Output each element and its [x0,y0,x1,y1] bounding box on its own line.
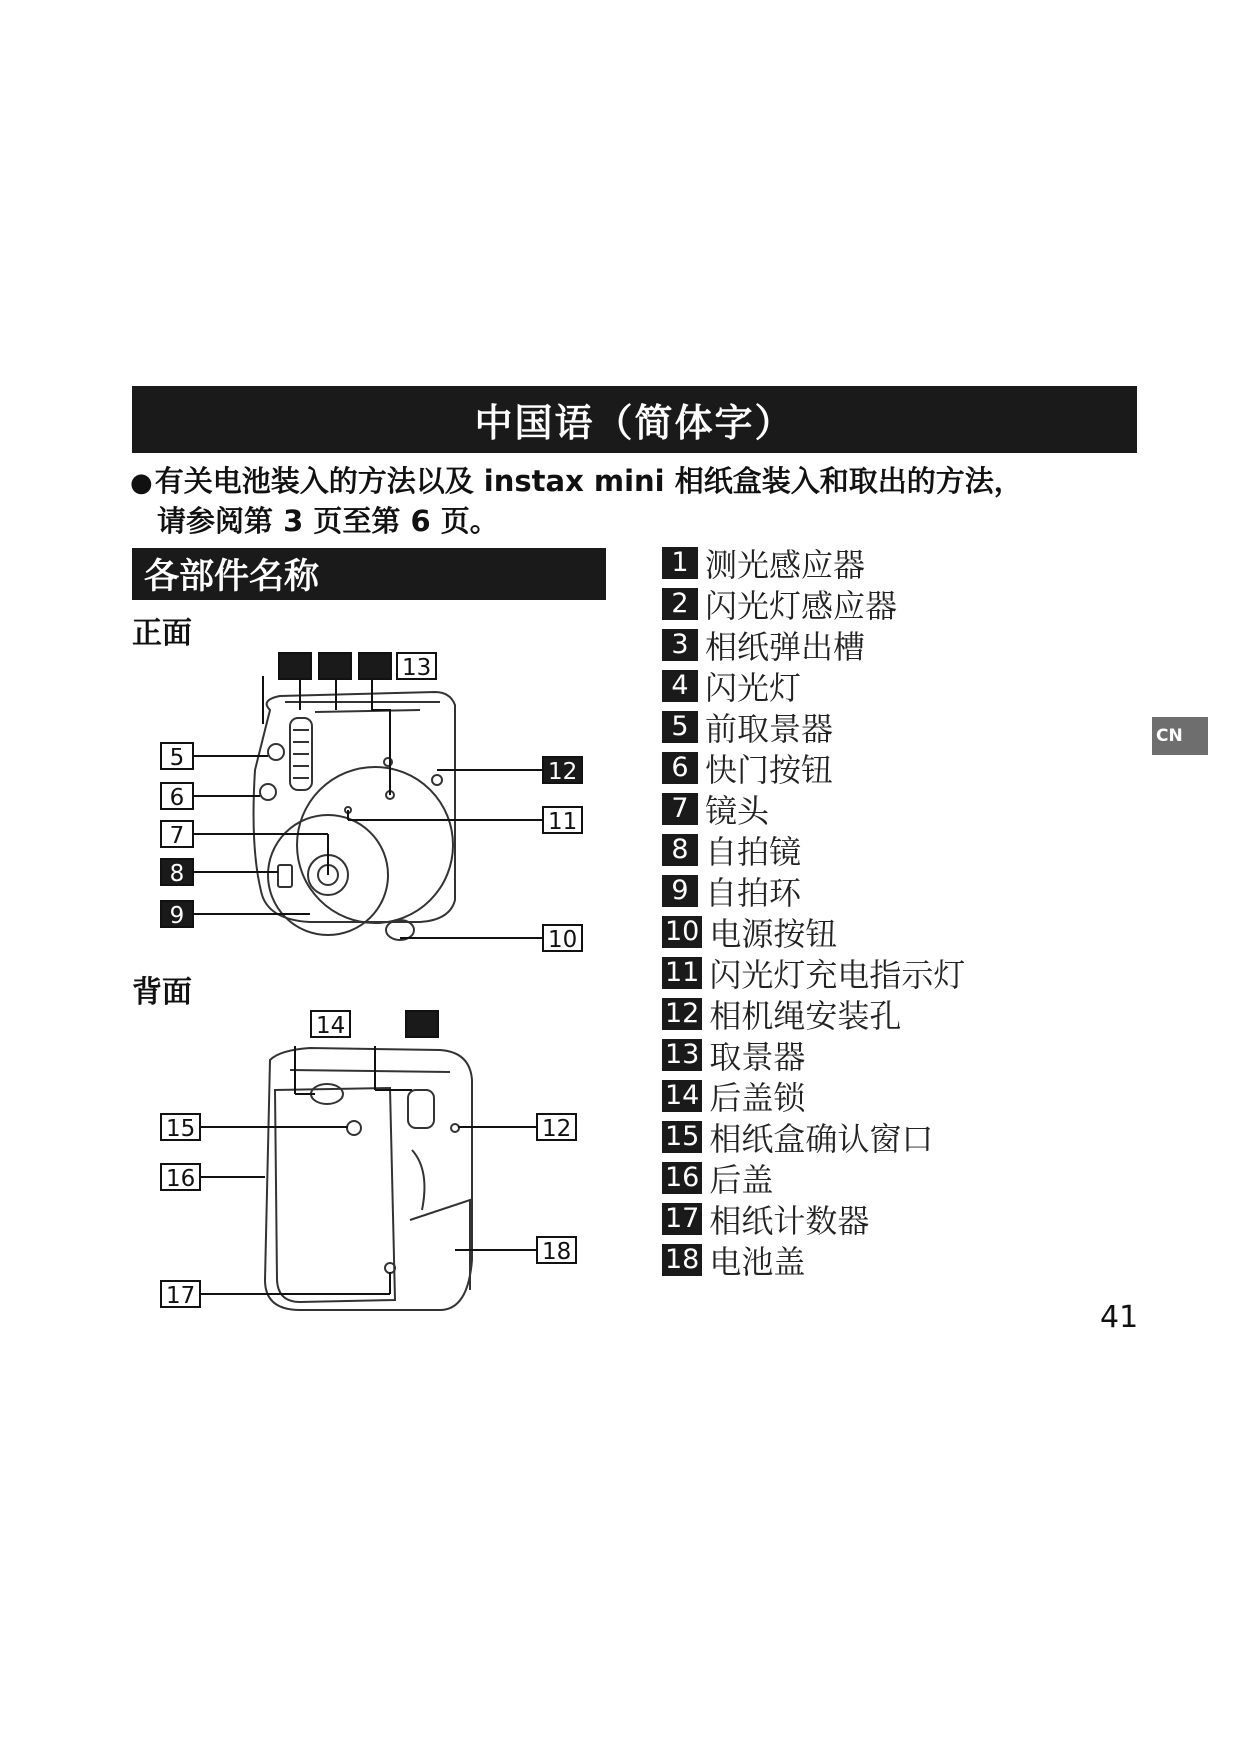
parts-list-item [662,788,965,829]
parts-list-item [662,870,965,911]
parts-list-item [662,993,965,1034]
parts-list-item [662,583,965,624]
language-tab: CN [1152,717,1208,755]
callout-back-15: 15 [160,1113,201,1141]
front-camera-drawing [150,650,590,950]
callout-back-18: 18 [536,1236,577,1264]
parts-list-item [662,624,965,665]
part-number-badge: 15 [662,1121,702,1153]
part-label: 相纸计数器 [709,1201,870,1240]
section-title-banner: 中国语（简体字） [132,386,1137,453]
parts-list-item [662,1198,965,1239]
part-label: 相纸弹出槽 [705,627,866,666]
callout-back-17: 17 [160,1280,201,1308]
callout-front-13: 13 [396,652,437,680]
part-label: 前取景器 [705,709,834,748]
callout-front-8: 8 [160,858,194,886]
part-label: 闪光灯充电指示灯 [709,955,966,994]
callout-back-12: 12 [536,1113,577,1141]
part-number-badge: 8 [662,834,698,866]
callout-front-11: 11 [542,806,583,834]
part-label: 后盖 [709,1160,774,1199]
parts-list-item [662,1034,965,1075]
parts-section-header: 各部件名称 [132,548,606,600]
back-view-label: 背面 [132,975,192,1010]
part-label: 后盖锁 [709,1078,806,1117]
parts-list-item [662,665,965,706]
callout-front-1 [278,652,312,680]
part-number-badge: 10 [662,916,702,948]
parts-list-item [662,747,965,788]
bullet-icon: ● [130,468,153,498]
part-label: 闪光灯感应器 [705,586,898,625]
part-number-badge: 3 [662,629,698,661]
callout-front-9: 9 [160,900,194,928]
parts-list-item [662,1075,965,1116]
part-label: 相纸盒确认窗口 [709,1119,934,1158]
callout-back-13 [405,1010,439,1038]
back-camera-drawing [150,1010,590,1350]
parts-list-item [662,829,965,870]
part-number-badge: 14 [662,1080,702,1112]
back-camera-diagram [150,1010,590,1350]
part-number-badge: 9 [662,875,698,907]
part-label: 相机绳安装孔 [709,996,902,1035]
part-label: 取景器 [709,1037,806,1076]
part-label: 测光感应器 [705,545,866,584]
part-number-badge: 11 [662,957,702,989]
parts-list-item [662,911,965,952]
part-label: 闪光灯 [705,668,802,707]
part-number-badge: 5 [662,711,698,743]
part-number-badge: 12 [662,998,702,1030]
part-label: 自拍环 [705,873,802,912]
callout-front-2 [318,652,352,680]
part-number-badge: 13 [662,1039,702,1071]
part-label: 快门按钮 [705,750,834,789]
part-number-badge: 18 [662,1244,702,1276]
callout-front-10: 10 [542,924,583,952]
part-label: 自拍镜 [705,832,802,871]
page-number: 41 [1100,1300,1139,1335]
intro-line-1: ●有关电池装入的方法以及 instax mini 相纸盒装入和取出的方法， [130,464,1023,498]
part-number-badge: 7 [662,793,698,825]
part-label: 电池盖 [709,1242,806,1281]
callout-back-16: 16 [160,1163,201,1191]
part-number-badge: 16 [662,1162,702,1194]
parts-list-item [662,1116,965,1157]
part-number-badge: 2 [662,588,698,620]
front-view-label: 正面 [132,616,192,651]
part-number-badge: 1 [662,547,698,579]
part-number-badge: 17 [662,1203,702,1235]
callout-front-7: 7 [160,820,194,848]
parts-list [662,542,965,1280]
callout-front-3 [358,652,392,680]
intro-line-2: 请参阅第 3 页至第 6 页。 [157,504,499,538]
part-label: 电源按钮 [709,914,838,953]
parts-list-item [662,1239,965,1280]
callout-front-5: 5 [160,742,194,770]
parts-list-item [662,952,965,993]
parts-list-item [662,1157,965,1198]
part-label: 镜头 [705,791,770,830]
callout-back-14: 14 [310,1010,351,1038]
callout-front-12: 12 [542,756,583,784]
intro-note [130,462,1140,540]
parts-list-item [662,542,965,583]
part-number-badge: 4 [662,670,698,702]
part-number-badge: 6 [662,752,698,784]
callout-front-6: 6 [160,782,194,810]
parts-list-item [662,706,965,747]
front-camera-diagram [150,650,590,953]
